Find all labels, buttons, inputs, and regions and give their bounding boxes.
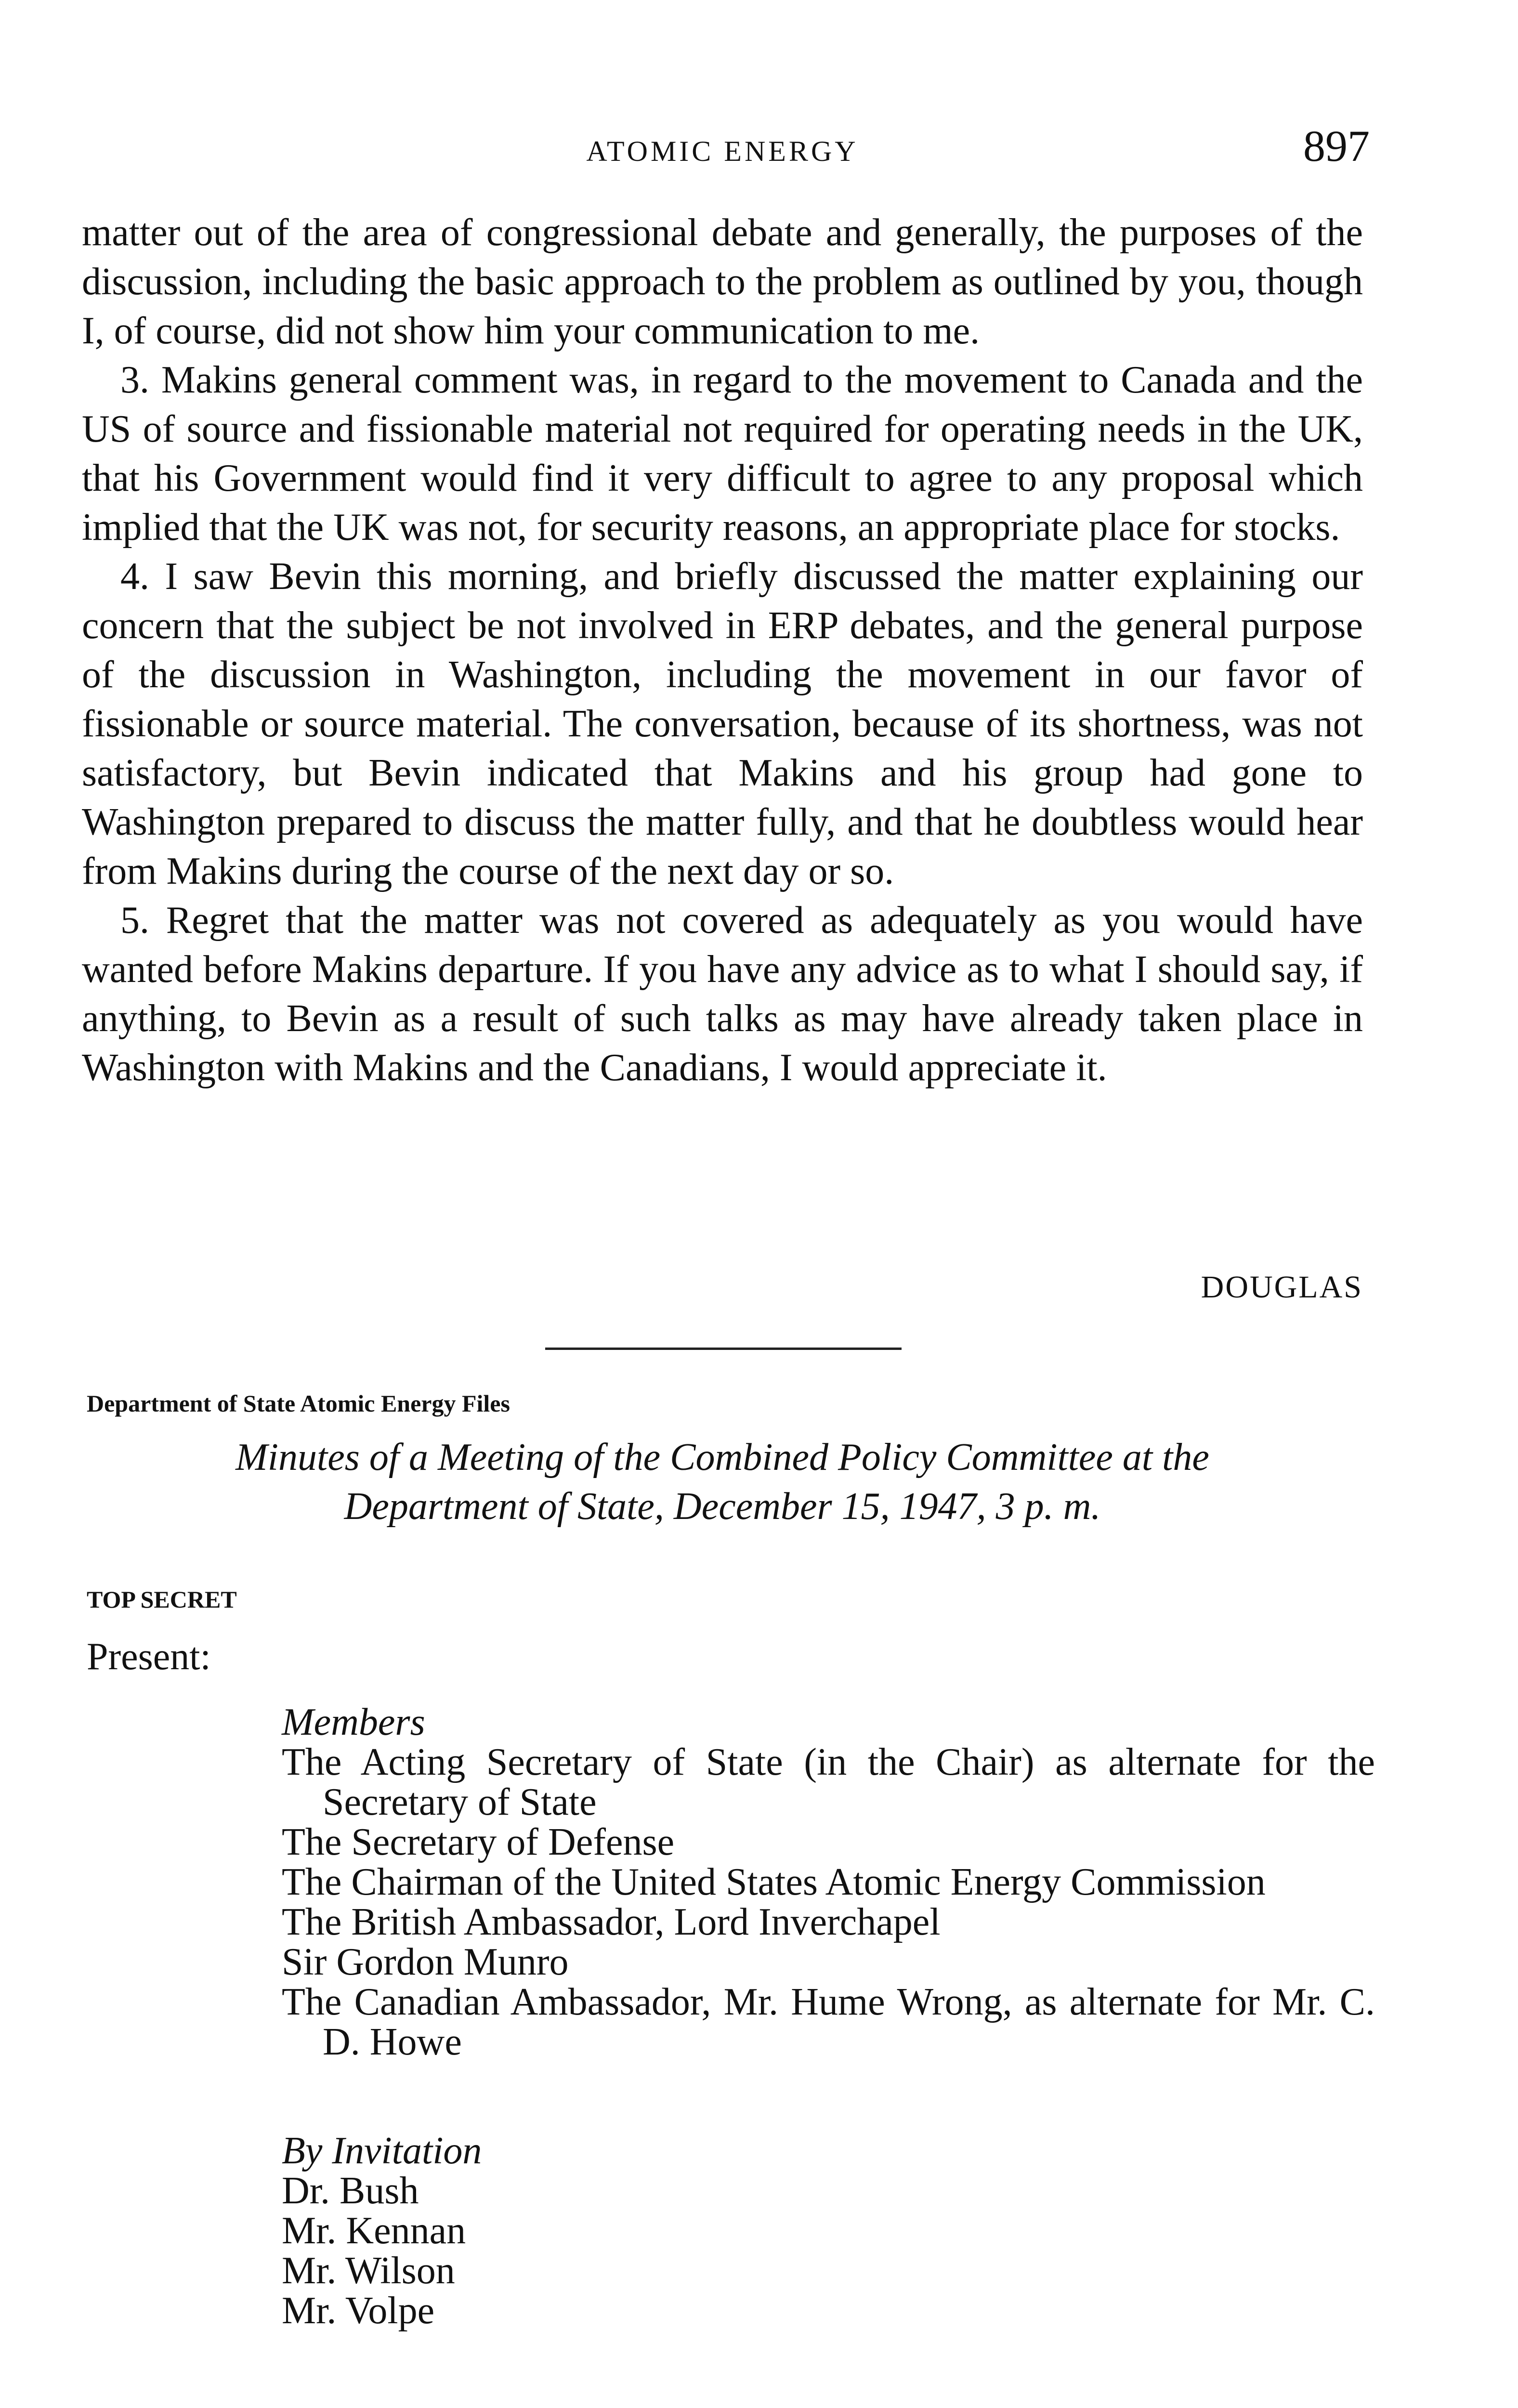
members-heading: Members [282,1701,425,1743]
section-divider [545,1348,902,1350]
member-item: The Chairman of the United States Atomic Energy Commission [282,1861,1266,1903]
member-item: The British Ambassador, Lord Inverchapel [282,1901,941,1943]
invitation-heading: By Invitation [282,2130,482,2172]
member-item: The Acting Secretary of State (in the Chair) as alternate for the Secretary of State [282,1741,1375,1823]
member-item: Sir Gordon Munro [282,1941,569,1983]
page-number: 897 [1303,121,1370,170]
invited-item: Mr. Volpe [282,2290,435,2332]
member-item: The Secretary of Defense [282,1821,675,1863]
members-list [282,1702,1375,2062]
letter-body [82,208,1363,1092]
classification-marking: TOP SECRET [87,1586,237,1613]
running-title: ATOMIC ENERGY [586,135,859,167]
source-line: Department of State Atomic Energy Files [87,1390,510,1417]
invited-item: Mr. Wilson [282,2250,455,2292]
paragraph-continued: matter out of the area of congressional debate and generally, the purposes of the discussion, including the basic approach to the problem as outlined by you, though I, of course, did not show him your communication to me. [82,211,1363,352]
signature: DOUGLAS [1201,1269,1363,1305]
paragraph-3: 3. Makins general comment was, in regard to the movement to Canada and the US of source and fissionable material not required for operating needs in the UK, that his Government would find it very difficult to agree to any proposal which implied that the UK was not, for security reasons, an appropriate place for stocks. [82,359,1363,549]
document-title-line-2: Department of State, December 15, 1947, 3 p. m. [344,1485,1101,1528]
paragraph-5: 5. Regret that the matter was not covered as adequately as you would have wanted before Makins departure. If you have any advice as to what I should say, if anything, to Bevin as a result of such talks as may have already taken place in Washington with Makins and the Canadians, I would appreciate it. [82,899,1363,1089]
document-title [82,1433,1363,1531]
document-title-line-1: Minutes of a Meeting of the Combined Policy Committee at the [236,1436,1209,1479]
paragraph-4: 4. I saw Bevin this morning, and briefly discussed the matter explaining our concern that the subject be not involved in ERP debates, and the general purpose of the discussion in Washington, including the movement in our favor of fissionable or source material. The conversation, because of its shortness, was not satisfactory, but Bevin indicated that Makins and his group had gone to Washington prepared to discuss the matter fully, and that he doubtless would hear from Makins during the course of the next day or so. [82,555,1363,892]
invited-item: Dr. Bush [282,2170,419,2212]
invited-list [282,2131,1375,2331]
running-head [82,120,1370,173]
member-item: The Canadian Ambassador, Mr. Hume Wrong, as alternate for Mr. C. D. Howe [282,1981,1375,2063]
invited-item: Mr. Kennan [282,2210,466,2252]
present-label: Present: [87,1636,211,1678]
